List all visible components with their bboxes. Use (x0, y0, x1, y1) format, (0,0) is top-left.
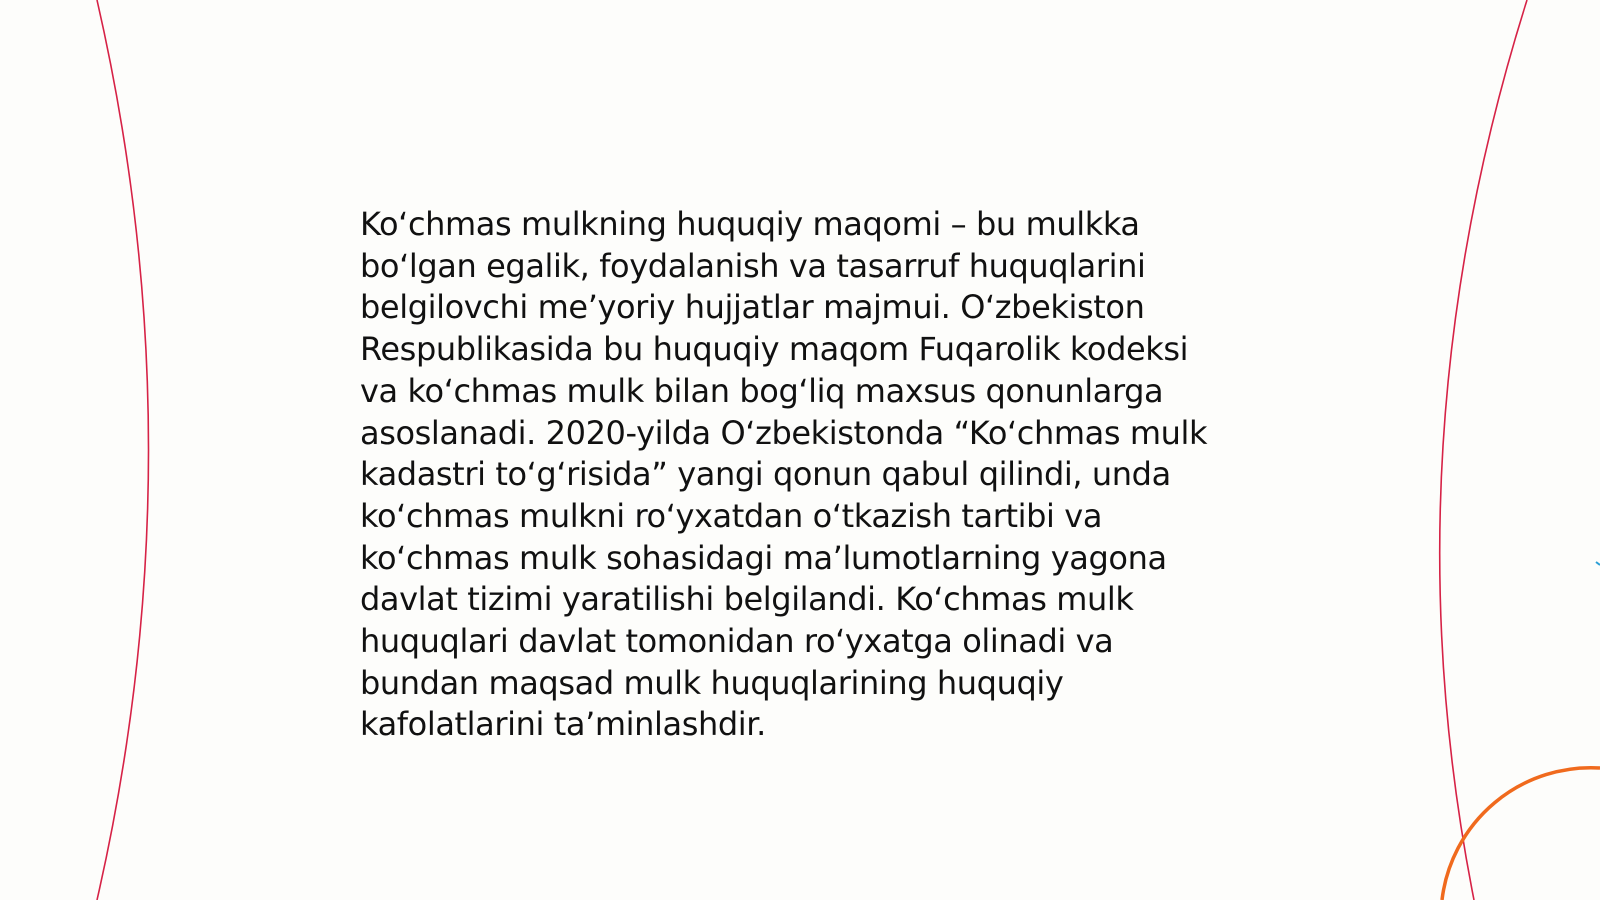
body-line: asoslanadi. 2020-yilda Oʻzbekistonda “Koʻchmas mulk (360, 413, 1208, 452)
body-line: boʻlgan egalik, foydalanish va tasarruf huquqlarini (360, 246, 1146, 285)
body-line: huquqlari davlat tomonidan roʻyxatga olinadi va (360, 622, 1114, 661)
body-paragraph (360, 204, 1260, 746)
body-line: koʻchmas mulkni roʻyxatdan oʻtkazish tartibi va (360, 496, 1103, 535)
right-curve (1440, 0, 1527, 900)
body-line: va koʻchmas mulk bilan bogʻliq maxsus qonunlarga (360, 371, 1164, 410)
body-line: kadastri toʻgʻrisida” yangi qonun qabul qilindi, unda (360, 455, 1171, 494)
body-line: davlat tizimi yaratilishi belgilandi. Koʻchmas mulk (360, 580, 1134, 619)
body-line: Respublikasida bu huquqiy maqom Fuqarolik kodeksi (360, 330, 1189, 369)
left-curve (97, 0, 149, 900)
body-line: belgilovchi meʼyoriy hujjatlar majmui. Oʻzbekiston (360, 288, 1145, 327)
body-line: bundan maqsad mulk huquqlarining huquqiy (360, 663, 1064, 702)
blue-tick (1596, 562, 1600, 565)
body-line: Koʻchmas mulkning huquqiy maqomi – bu mulkka (360, 205, 1140, 243)
orange-circle (1442, 768, 1600, 900)
body-line: kafolatlarini taʼminlashdir. (360, 705, 766, 744)
body-line: koʻchmas mulk sohasidagi maʼlumotlarning yagona (360, 538, 1167, 577)
